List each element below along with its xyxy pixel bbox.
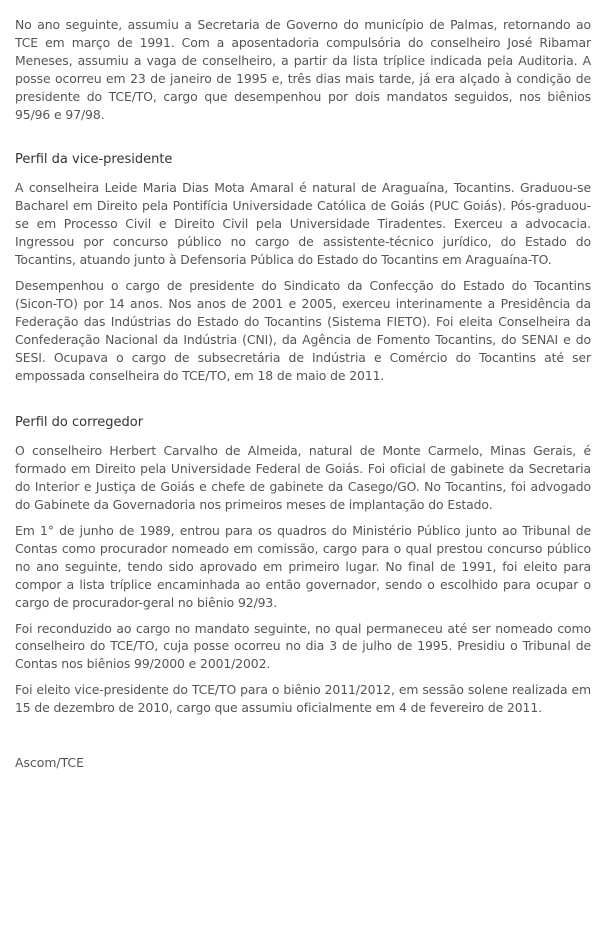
intro-section bbox=[15, 16, 591, 123]
article-body bbox=[15, 16, 591, 772]
corregedor-paragraph-3: Foi reconduzido ao cargo no mandato seguinte, no qual permaneceu até ser nomeado como conselheiro do TCE/TO, cuja posse ocorreu no dia 3 de julho de 1995. Presidiu o Tribunal de Contas nos biênios 99/2000 e 2001/2002. bbox=[15, 620, 591, 672]
vice-president-heading: Perfil da vice-presidente bbox=[15, 152, 173, 168]
corregedor-paragraph-1: O conselheiro Herbert Carvalho de Almeida, natural de Monte Carmelo, Minas Gerais, é formado em Direito pela Universidade Federal de Goiás. Foi oficial de gabinete da Secretaria do Interior e Justiça de Goiás e chefe de gabinete da Casego/GO. No Tocantins, foi advogado do Gabinete da Governadoria nos primeiros meses de implantação do Estado. bbox=[15, 443, 591, 513]
corregedor-paragraph-2: Em 1° de junho de 1989, entrou para os quadros do Ministério Público junto ao Tribunal de Contas como procurador nomeado em comissão, cargo para o qual prestou concurso público no ano seguinte, tendo sido aprovado em primeiro lugar. No final de 1991, foi eleito para compor a lista tríplice encaminhada ao então governador, sendo o escolhido para ocupar o cargo de procurador-geral no biênio 92/93. bbox=[15, 523, 591, 610]
vice-president-paragraph-1: A conselheira Leide Maria Dias Mota Amaral é natural de Araguaína, Tocantins. Graduou-se Bacharel em Direito pela Pontifícia Universidade Católica de Goiás (PUC Goiás). Pós-graduou-se em Processo Civil e Direito Civil pela Universidade Tiradentes. Exerceu a advocacia. Ingressou por concurso público no cargo de assistente-técnico jurídico, do Estado do Tocantins, atuando junto à Defensoria Pública do Estado do Tocantins em Araguaína-TO. bbox=[15, 180, 591, 268]
corregedor-heading: Perfil do corregedor bbox=[15, 415, 144, 431]
signature: Ascom/TCE bbox=[15, 755, 84, 771]
vice-president-paragraph-2: Desempenhou o cargo de presidente do Sindicato da Confecção do Estado do Tocantins (Sicon-TO) por 14 anos. Nos anos de 2001 e 2005, exerceu interinamente a Presidência da Federação das Indústrias do Estado do Tocantins (Sistema FIETO). Foi eleita Conselheira da Confederação Nacional da Indústria (CNI), da Agência de Fomento Tocantins, do SENAI e do SESI. Ocupava o cargo de subsecretária de Indústria e Comércio do Tocantins até ser empossada conselheira do TCE/TO, em 18 de maio de 2011. bbox=[15, 277, 591, 383]
corregedor-section bbox=[15, 414, 591, 717]
vice-president-section bbox=[15, 151, 591, 384]
corregedor-paragraph-4: Foi eleito vice-presidente do TCE/TO para o biênio 2011/2012, em sessão solene realizada em 15 de dezembro de 2010, cargo que assumiu oficialmente em 4 de fevereiro de 2011. bbox=[15, 682, 591, 716]
intro-paragraph-1: No ano seguinte, assumiu a Secretaria de Governo do município de Palmas, retornando ao TCE em março de 1991. Com a aposentadoria compulsória do conselheiro José Ribamar Meneses, assumiu a vaga de conselheiro, a partir da lista tríplice indicada pela Auditoria. A posse ocorreu em 23 de janeiro de 1995 e, três dias mais tarde, já era alçado à condição de presidente do TCE/TO, cargo que desempenhou por dois mandatos seguidos, nos biênios 95/96 e 97/98. bbox=[15, 17, 591, 122]
